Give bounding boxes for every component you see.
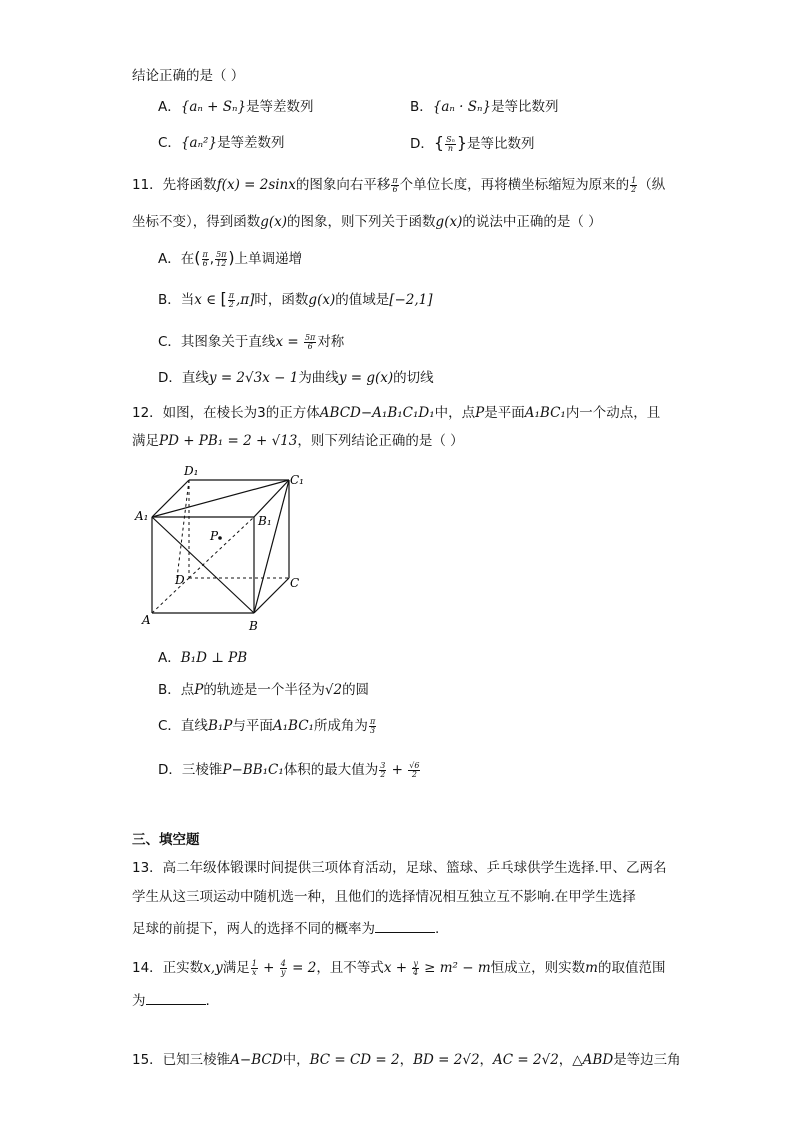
label-a1: A₁: [135, 509, 149, 523]
cube-figure: [132, 460, 312, 640]
q11-option-c: C．其图象关于直线x = $\frac{5\pi}{6}$ 对称: [158, 332, 345, 351]
q10-option-d: D．{ $\frac{\text{Sₙ}}{n}$ }是等比数列: [410, 133, 535, 153]
label-c1: C₁: [290, 473, 304, 487]
q11-line-2: 坐标不变），得到函数g(x)的图象，则下列关于函数g(x)的说法中正确的是（ ）: [132, 214, 602, 230]
q12-option-d: D．三棱锥P−BB₁C₁体积的最大值为 $\frac{3}{2}$ + $\frac{√6}{2}$: [158, 760, 420, 779]
q15-line-1: 15．已知三棱锥A−BCD中，BC = CD = 2，BD = 2√2，AC = 2√2，△ABD是等边三角: [132, 1052, 681, 1068]
q10-option-a: A．{aₙ + Sₙ}是等差数列: [158, 99, 314, 115]
q12-line-1: 12．如图，在棱长为3的正方体ABCD−A₁B₁C₁D₁中，点P是平面A₁BC₁内一个动点，且: [132, 405, 661, 421]
q11-option-d: D．直线y = 2√3x − 1为曲线y = g(x)的切线: [158, 370, 434, 386]
q12-option-c: C．直线B₁P与平面A₁BC₁所成角为 $\frac{\pi}{3}$: [158, 716, 376, 735]
label-d: D: [175, 573, 185, 587]
answer-blank-13[interactable]: [375, 918, 435, 933]
q13-line-1: 13．高二年级体锻课时间提供三项体育活动，足球、篮球、乒乓球供学生选择.甲、乙两名: [132, 860, 667, 876]
q11-option-b: B．当x ∈ [ $\frac{\pi}{2}$ ,π]时，函数g(x)的值域是[−2,1]: [158, 289, 433, 309]
q10-option-b: B．{aₙ · Sₙ}是等比数列: [410, 99, 559, 115]
q13-line-3: 足球的前提下，两人的选择不同的概率为 .: [132, 918, 439, 939]
q13-line-2: 学生从这三项运动中随机选一种，且他们的选择情况相互独立互不影响.在甲学生选择: [132, 889, 636, 905]
q12-option-b: B．点P的轨迹是一个半径为√2的圆: [158, 682, 370, 698]
q14-line-2: 为 .: [132, 990, 210, 1011]
q12-line-2: 满足PD + PB₁ = 2 + √13，则下列结论正确的是（ ）: [132, 433, 464, 449]
point-p-marker: [218, 536, 222, 540]
q14-line-1: 14．正实数x,y满足 $\frac{1}{x}$ + $\frac{4}{y}$ = 2，且不等式x + $\frac{y}{4}$ ≥ m² − m恒成立，则实数m的取值范围: [132, 958, 666, 977]
q10-tail: 结论正确的是（ ）: [132, 68, 245, 84]
q12-option-a: A．B₁D ⊥ PB: [158, 650, 248, 666]
label-b: B: [249, 619, 258, 633]
label-d1: D₁: [184, 464, 199, 478]
q11-line-1: 11．先将函数f(x) = 2sinx的图象向右平移 $\frac{\pi}{6}$ 个单位长度，再将横坐标缩短为原来的 $\frac{1}{2}$ （纵: [132, 175, 666, 194]
label-p: P: [210, 529, 219, 543]
section-title: 三、填空题: [132, 832, 200, 848]
q11-option-a: A．在( $\frac{\pi}{6}$ , $\frac{5\pi}{12}$ )上单调递增: [158, 248, 303, 268]
label-c: C: [290, 576, 300, 590]
answer-blank-14[interactable]: [146, 990, 206, 1005]
label-a: A: [142, 613, 151, 627]
q10-option-c: C．{aₙ²}是等差数列: [158, 135, 285, 151]
label-b1: B₁: [258, 514, 272, 528]
